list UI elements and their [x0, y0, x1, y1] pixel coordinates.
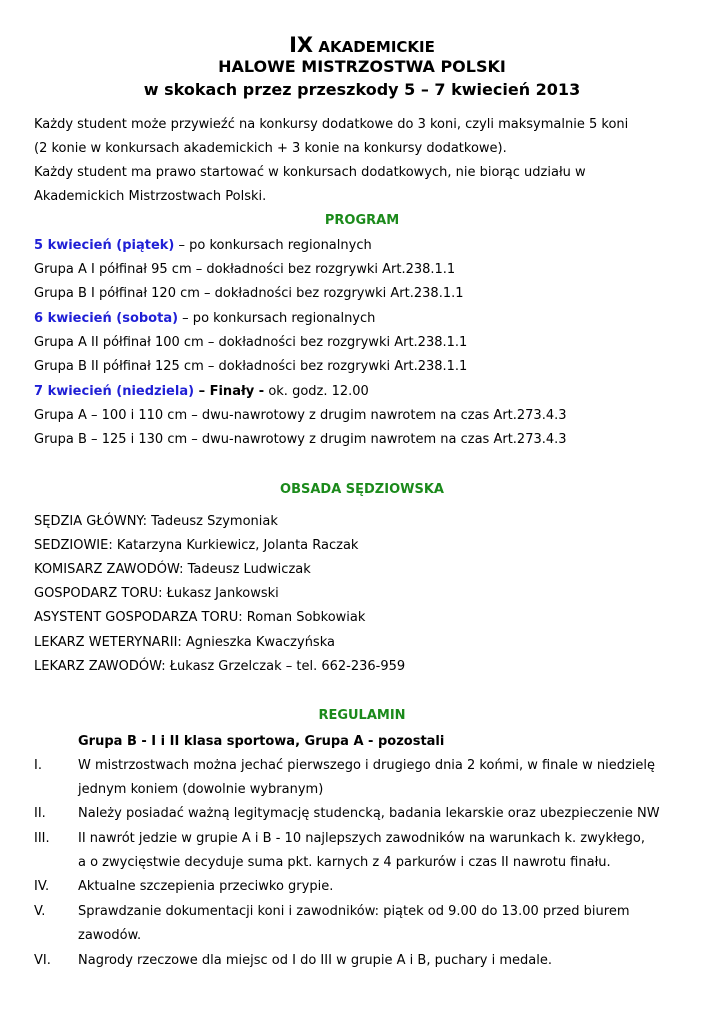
rule-number: II. — [34, 806, 46, 821]
day-3-final: – Finały - — [194, 384, 265, 399]
rule-text: II nawrót jedzie w grupie A i B - 10 najlepszych zawodników na warunkach k. zwykłego, — [78, 831, 646, 846]
judges-heading: OBSADA SĘDZIOWSKA — [280, 482, 444, 497]
rule-text: Aktualne szczepienia przeciwko grypie. — [78, 879, 334, 894]
rule-text: jednym koniem (dowolnie wybranym) — [78, 782, 324, 797]
rule-text: zawodów. — [78, 928, 142, 943]
program-item: Grupa B I półfinał 120 cm – dokładności bez rozgrywki Art.238.1.1 — [34, 286, 464, 301]
day-1-note: – po konkursach regionalnych — [174, 238, 372, 253]
day-2-note: – po konkursach regionalnych — [178, 311, 376, 326]
rule-number: IV. — [34, 879, 50, 894]
day-1-date: 5 kwiecień (piątek) — [34, 238, 175, 253]
intro-line: Każdy student może przywieźć na konkursy dodatkowe do 3 koni, czyli maksymalnie 5 koni — [34, 117, 629, 132]
judge-entry: KOMISARZ ZAWODÓW: Tadeusz Ludwiczak — [34, 562, 311, 577]
rule-text: W mistrzostwach można jechać pierwszego i drugiego dnia 2 końmi, w finale w niedzielę — [78, 758, 656, 773]
program-item: Grupa A – 100 i 110 cm – dwu-nawrotowy z drugim nawrotem na czas Art.273.4.3 — [34, 408, 567, 423]
program-item: Grupa B II półfinał 125 cm – dokładności bez rozgrywki Art.238.1.1 — [34, 359, 468, 374]
rule-number: VI. — [34, 953, 51, 968]
program-item: Grupa A II półfinał 100 cm – dokładności bez rozgrywki Art.238.1.1 — [34, 335, 468, 350]
day-3-date: 7 kwiecień (niedziela) — [34, 384, 195, 399]
judge-entry: ASYSTENT GOSPODARZA TORU: Roman Sobkowiak — [34, 610, 366, 625]
rule-text: Nagrody rzeczowe dla miejsc od I do III w grupie A i B, puchary i medale. — [78, 953, 552, 968]
rules-heading: REGULAMIN — [318, 708, 406, 723]
intro-line: (2 konie w konkursach akademickich + 3 konie na konkursy dodatkowe). — [34, 141, 507, 156]
judge-entry: SĘDZIA GŁÓWNY: Tadeusz Szymoniak — [34, 514, 278, 529]
judge-entry: SEDZIOWIE: Katarzyna Kurkiewicz, Jolanta Raczak — [34, 538, 359, 553]
judge-entry: LEKARZ ZAWODÓW: Łukasz Grzelczak – tel. 662-236-959 — [34, 659, 406, 674]
program-day-1 — [34, 236, 372, 256]
rule-number: V. — [34, 904, 46, 919]
program-day-2 — [34, 309, 375, 329]
day-3-note: ok. godz. 12.00 — [264, 384, 369, 399]
intro-line: Akademickich Mistrzostwach Polski. — [34, 189, 267, 204]
program-day-3 — [34, 382, 369, 402]
program-item: Grupa A I półfinał 95 cm – dokładności bez rozgrywki Art.238.1.1 — [34, 262, 456, 277]
title-line-2: HALOWE MISTRZOSTWA POLSKI — [218, 57, 506, 76]
title-line-1 — [0, 34, 724, 58]
program-heading: PROGRAM — [324, 213, 400, 228]
day-2-date: 6 kwiecień (sobota) — [34, 311, 179, 326]
rule-text: Sprawdzanie dokumentacji koni i zawodników: piątek od 9.00 do 13.00 przed biurem — [78, 904, 630, 919]
rules-subheading: Grupa B - I i II klasa sportowa, Grupa A - pozostali — [78, 734, 445, 749]
title-akademickie: AKADEMICKIE — [318, 38, 435, 56]
edition-number: IX — [289, 33, 314, 57]
rule-number: I. — [34, 758, 42, 773]
rule-text: a o zwycięstwie decyduje suma pkt. karnych z 4 parkurów i czas II nawrotu finału. — [78, 855, 611, 870]
rule-number: III. — [34, 831, 50, 846]
judge-entry: LEKARZ WETERYNARII: Agnieszka Kwaczyńska — [34, 635, 335, 650]
judge-entry: GOSPODARZ TORU: Łukasz Jankowski — [34, 586, 279, 601]
title-line-3: w skokach przez przeszkody 5 – 7 kwiecień 2013 — [143, 80, 581, 99]
program-item: Grupa B – 125 i 130 cm – dwu-nawrotowy z drugim nawrotem na czas Art.273.4.3 — [34, 432, 567, 447]
rule-text: Należy posiadać ważną legitymację studencką, badania lekarskie oraz ubezpieczenie NW — [78, 806, 660, 821]
intro-line: Każdy student ma prawo startować w konkursach dodatkowych, nie biorąc udziału w — [34, 165, 586, 180]
